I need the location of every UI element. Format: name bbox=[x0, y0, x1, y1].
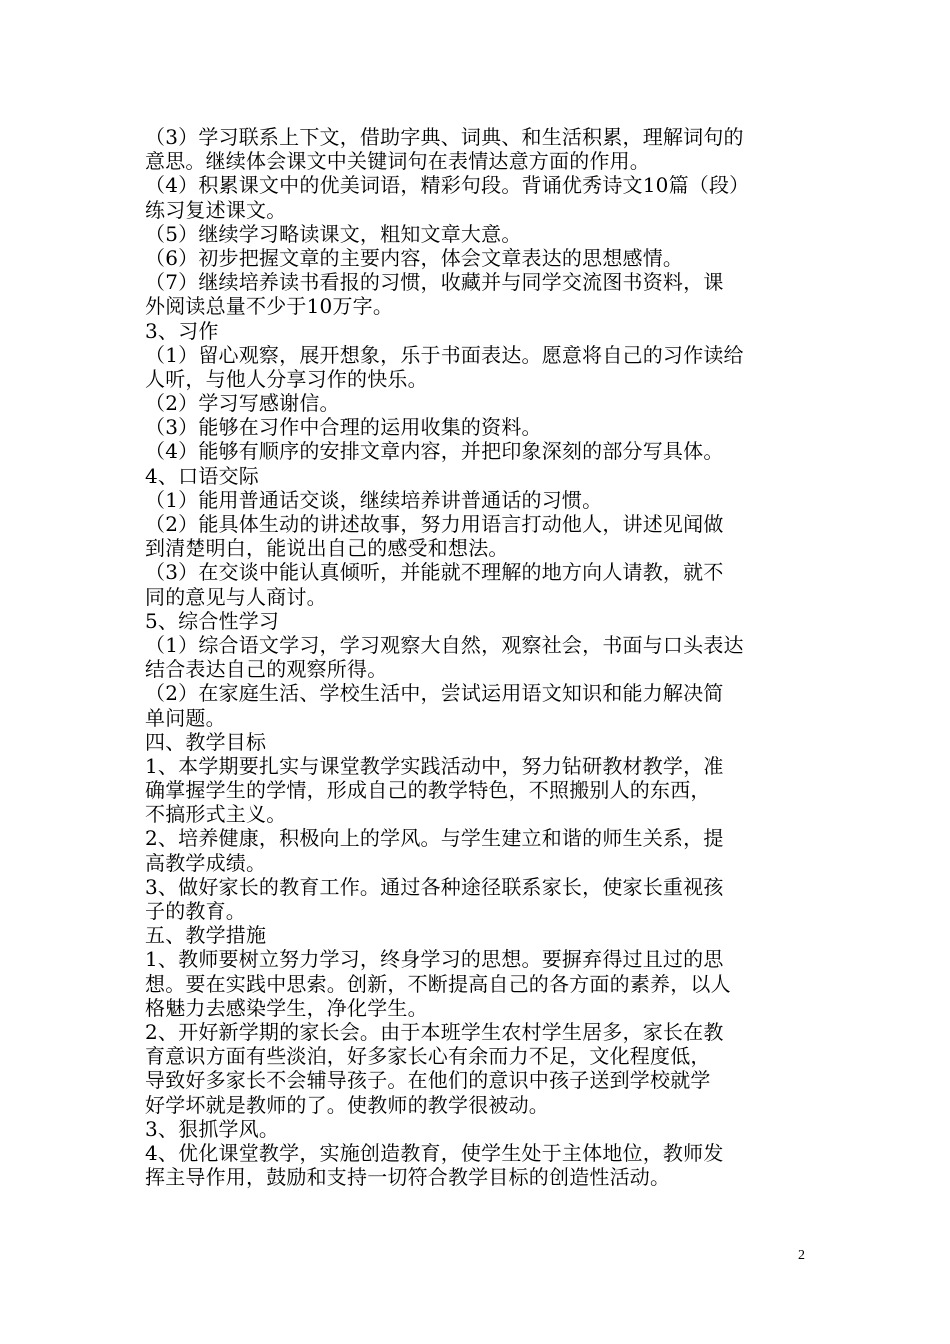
text-line: 结合表达自己的观察所得。 bbox=[145, 657, 388, 682]
text-line: 3、狠抓学风。 bbox=[145, 1116, 280, 1141]
text-line: 高教学成绩。 bbox=[145, 850, 267, 875]
text-line: 1、本学期要扎实与课堂教学实践活动中，努力钻研教材教学，准 bbox=[145, 753, 724, 778]
text-line: 四、教学目标 bbox=[145, 729, 267, 754]
text-line: 5、综合性学习 bbox=[145, 608, 280, 633]
text-line: 育意识方面有些淡泊，好多家长心有余而力不足，文化程度低， bbox=[145, 1044, 711, 1069]
text-line: 导致好多家长不会辅导孩子。在他们的意识中孩子送到学校就学 bbox=[145, 1068, 711, 1093]
page-number: 2 bbox=[798, 1248, 805, 1263]
document-body bbox=[145, 125, 810, 1189]
text-line: 挥主导作用，鼓励和支持一切符合教学目标的创造性活动。 bbox=[145, 1165, 671, 1190]
text-line: （2）能具体生动的讲述故事，努力用语言打动他人，讲述见闻做 bbox=[145, 512, 724, 536]
text-line: 格魅力去感染学生，净化学生。 bbox=[145, 995, 428, 1020]
text-line: 4、口语交际 bbox=[145, 463, 259, 488]
text-line: （3）在交谈中能认真倾听，并能就不理解的地方向人请教，就不 bbox=[145, 560, 724, 585]
text-line: 想。要在实践中思索。创新，不断提高自己的各方面的素养，以人 bbox=[145, 971, 731, 996]
text-line: 意思。继续体会课文中关键词句在表情达意方面的作用。 bbox=[145, 149, 650, 174]
text-line: 2、培养健康，积极向上的学风。与学生建立和谐的师生关系，提 bbox=[145, 826, 724, 851]
text-line: 确掌握学生的学情，形成自己的教学特色，不照搬别人的东西， bbox=[145, 778, 711, 803]
text-line: （1）综合语文学习，学习观察大自然，观察社会，书面与口头表达 bbox=[145, 632, 744, 657]
text-line: （4）能够有顺序的安排文章内容，并把印象深刻的部分写具体。 bbox=[145, 439, 724, 464]
text-line: 到清楚明白，能说出自己的感受和想法。 bbox=[145, 536, 509, 561]
text-line: 同的意见与人商讨。 bbox=[145, 584, 327, 609]
text-line: （1）留心观察，展开想象，乐于书面表达。愿意将自己的习作读给 bbox=[145, 342, 744, 367]
text-line: 外阅读总量不少于10万字。 bbox=[145, 294, 394, 319]
text-line: （2）在家庭生活、学校生活中，尝试运用语文知识和能力解决简 bbox=[145, 681, 724, 706]
text-line: （3）能够在习作中合理的运用收集的资料。 bbox=[145, 415, 542, 440]
text-line: 子的教育。 bbox=[145, 899, 246, 923]
text-line: （4）积累课文中的优美词语，精彩句段。背诵优秀诗文10篇（段） bbox=[145, 173, 750, 198]
text-line: 4、优化课堂教学，实施创造教育，使学生处于主体地位，教师发 bbox=[145, 1140, 724, 1165]
text-line: （1）能用普通话交谈，继续培养讲普通话的习惯。 bbox=[145, 487, 603, 512]
text-line: 3、习作 bbox=[145, 318, 219, 343]
text-line: 好学坏就是教师的了。使教师的教学很被动。 bbox=[145, 1092, 549, 1117]
text-line: 单问题。 bbox=[145, 705, 226, 730]
text-line: （5）继续学习略读课文，粗知文章大意。 bbox=[145, 221, 522, 246]
text-line: 3、做好家长的教育工作。通过各种途径联系家长，使家长重视孩 bbox=[145, 874, 724, 899]
text-line: 2、开好新学期的家长会。由于本班学生农村学生居多，家长在教 bbox=[145, 1019, 724, 1044]
text-line: 1、教师要树立努力学习，终身学习的思想。要摒弃得过且过的思 bbox=[145, 947, 724, 972]
text-line: 不搞形式主义。 bbox=[145, 802, 287, 827]
text-line: （6）初步把握文章的主要内容，体会文章表达的思想感情。 bbox=[145, 245, 684, 270]
text-line: 人听，与他人分享习作的快乐。 bbox=[145, 366, 428, 391]
text-line: （3）学习联系上下文，借助字典、词典、和生活积累，理解词句的 bbox=[145, 125, 744, 149]
text-line: 练习复述课文。 bbox=[145, 197, 287, 222]
text-line: 五、教学措施 bbox=[145, 923, 267, 948]
text-line: （2）学习写感谢信。 bbox=[145, 391, 340, 416]
text-line: （7）继续培养读书看报的习惯，收藏并与同学交流图书资料，课 bbox=[145, 270, 724, 295]
